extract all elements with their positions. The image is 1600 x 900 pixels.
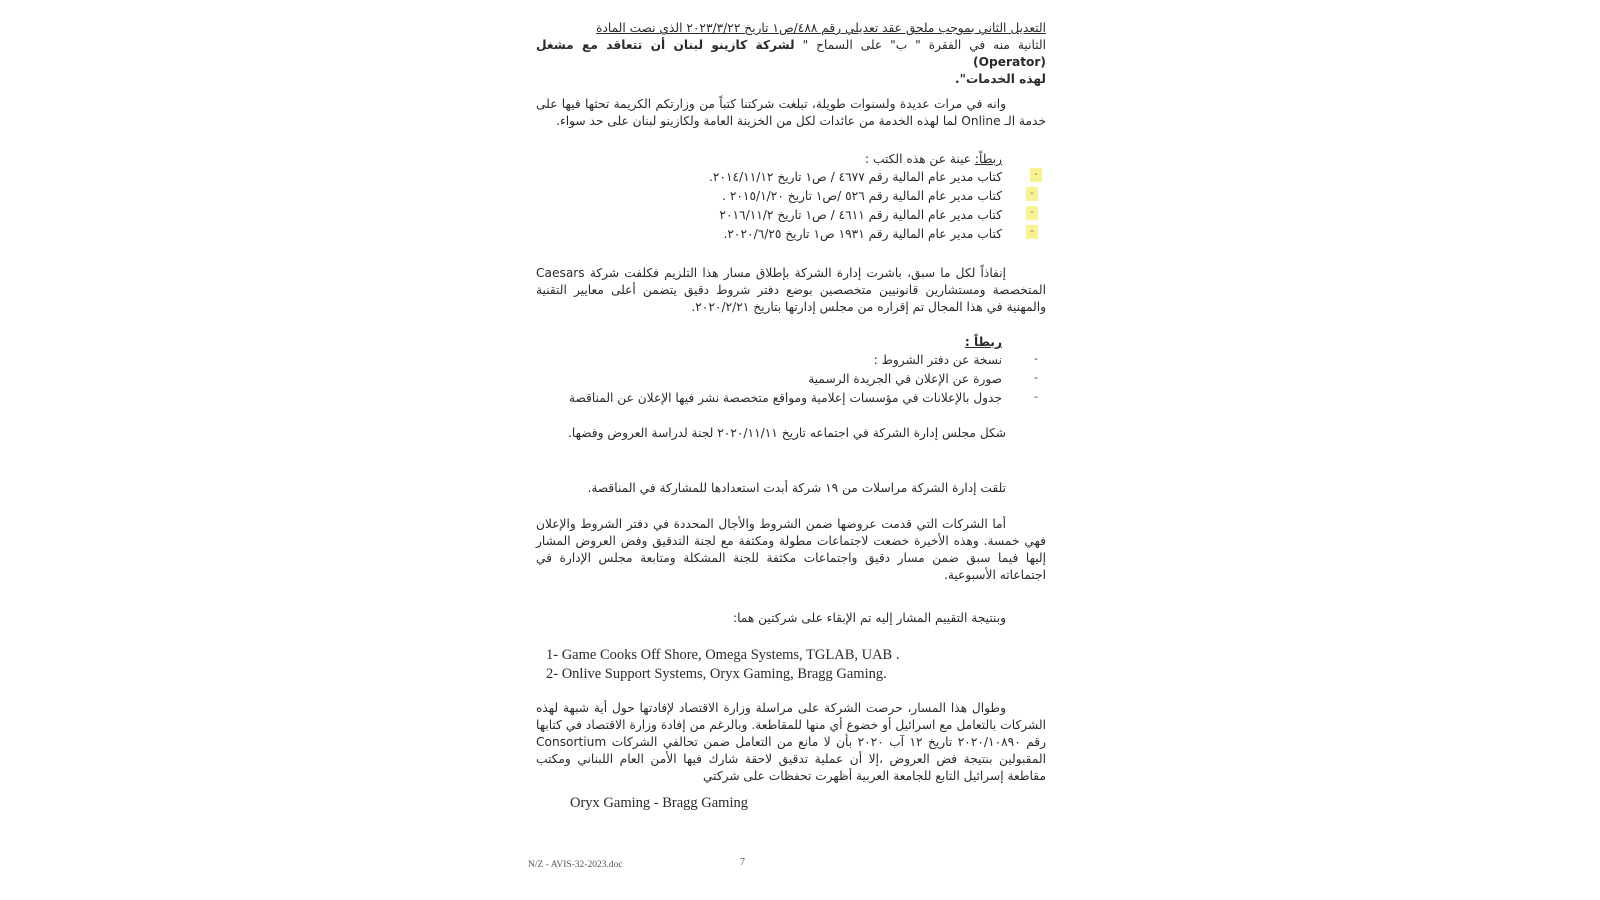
consortia-list	[546, 646, 899, 684]
attachments-1-label: ربطاً:	[974, 152, 1002, 166]
list-item: كتاب مدير عام المالية رقم ٥٢٦ /ص١ تاريخ ٢٠١٥/١/٢٠ .	[722, 189, 1002, 203]
highlight-mark: -	[1026, 187, 1038, 201]
list-item: صورة عن الإعلان في الجريدة الرسمية	[808, 372, 1002, 386]
paragraph-online-service: وانه في مرات عديدة ولسنوات طويلة، تبلغت شركتنا كتباً من وزارتكم الكريمة تحثها فيها على خدمة الـ Online لما لهذه الخدمة من عائدات لكل من الخزينة العامة ولكازينو لبنان على حد سواء.	[536, 97, 1046, 128]
list-item: كتاب مدير عام المالية رقم ٤٦٧٧ / ص١ تاريخ ٢٠١٤/١١/١٢.	[708, 170, 1002, 184]
paragraph-caesars: إنفاذاً لكل ما سبق، باشرت إدارة الشركة بإطلاق مسار هذا التلزيم فكلفت شركة Caesars المتخصصة ومستشارين قانونيين متخصصين بوضع دفتر شروط دقيق يتضمن أعلى معايير التقنية والمهنية في هذا المجال تم إقراره من مجلس إدارتها بتاريخ ٢٠٢٠/٢/٢١.	[536, 266, 1046, 314]
paragraph-economy-ministry: وطوال هذا المسار، حرصت الشركة على مراسلة وزارة الاقتصاد لإفادتها حول أية شبهة لهذه الشركات بالتعامل مع اسرائيل أو خضوع أي منها للمقاطعة. وبالرغم من إفادة وزارة الاقتصاد في كتابها رقم ٢٠٢٠/١٠٨٩٠ تاريخ ١٢ آب ٢٠٢٠ بأن لا مانع من التعامل ضمن تحالفي الشركات Consortium المقبولين بنتيجة فض العروض ،إلا أن عملية تدقيق لاحقة شارك فيها الأمن العام اللبناني ومكتب مقاطعة إسرائيل التابع للجامعة العربية أظهرت تحفظات على شركتي	[536, 701, 1047, 783]
paragraph-committee: شكل مجلس إدارة الشركة في اجتماعه تاريخ ٢٠٢٠/١١/١١ لجنة لدراسة العروض وفضها.	[568, 426, 1006, 440]
list-item: جدول بالإعلانات في مؤسسات إعلامية ومواقع متخصصة نشر فيها الإعلان عن المناقصة	[568, 391, 1002, 405]
highlighted-bullets	[1020, 168, 1044, 248]
consortium-1: 1- Game Cooks Off Shore, Omega Systems, TGLAB, UAB .	[546, 647, 900, 663]
list-item: نسخة عن دفتر الشروط :	[873, 353, 1002, 367]
file-reference: N/Z - AVIS-32-2023.doc	[528, 860, 623, 870]
highlight-mark: -	[1026, 206, 1038, 220]
highlight-mark: -	[1026, 225, 1038, 239]
attachments-1-caption: عينة عن هذه الكتب :	[865, 152, 975, 166]
paragraph-evaluation-result: وبنتيجة التقييم المشار إليه تم الإبقاء على شركتين هما:	[732, 611, 1006, 625]
attachments-2-heading: ربطاً :	[964, 335, 1002, 349]
list-item: كتاب مدير عام المالية رقم ٤٦١١ / ص١ تاريخ ٢٠١٦/١١/٢	[719, 208, 1002, 222]
page-number: 7	[740, 857, 745, 868]
bullet-dash: -	[1034, 390, 1038, 403]
paragraph-five-offers: أما الشركات التي قدمت عروضها ضمن الشروط والأجال المحددة في دفتر الشروط والإعلان فهي خمسة. وهذه الأخيرة خضعت لاجتماعات مطولة ومكثفة مع لجنة التدقيق وفض العروض المشار إليها فيما سبق ضمن مسار دقيق واجتماعات مكثفة للجنة المشكلة ومتابعة مجلس الإدارة في اجتماعاته الأسبوعية.	[536, 517, 1046, 582]
highlight-mark: -	[1030, 168, 1042, 182]
intro-line-2-b: لشركة كازينو لبنان أن تتعاقد مع مشغل (Operator)	[536, 38, 1046, 69]
finance-letters-list	[709, 168, 1002, 244]
intro-line-2-a: الثانية منه في الفقرة " ب" على السماح "	[802, 38, 1046, 52]
attachments-1-heading	[562, 151, 1002, 168]
tender-docs-list	[569, 351, 1002, 408]
intro-line-2	[536, 37, 1046, 71]
list-item: كتاب مدير عام المالية رقم ١٩٣١ ص١ تاريخ ٢٠٢٠/٦/٢٥.	[723, 227, 1002, 241]
document-page	[528, 18, 1046, 898]
bullet-dash: -	[1034, 371, 1038, 384]
consortium-2: 2- Onlive Support Systems, Oryx Gaming, Bragg Gaming.	[546, 666, 887, 682]
bullet-dash: -	[1034, 352, 1038, 365]
intro-line-1: التعديل الثاني بموجب ملحق عقد تعديلي رقم ٤٨٨/ص١ تاريخ ٢٠٢٣/٣/٢٢ الذي نصت المادة	[596, 21, 1046, 35]
intro-line-3: لهذه الخدمات".	[954, 72, 1046, 86]
flagged-companies: Oryx Gaming - Bragg Gaming	[570, 795, 748, 811]
intro-paragraph	[536, 20, 1046, 88]
paragraph-19-companies: تلقت إدارة الشركة مراسلات من ١٩ شركة أبدت استعدادها للمشاركة في المناقصة.	[587, 481, 1006, 495]
